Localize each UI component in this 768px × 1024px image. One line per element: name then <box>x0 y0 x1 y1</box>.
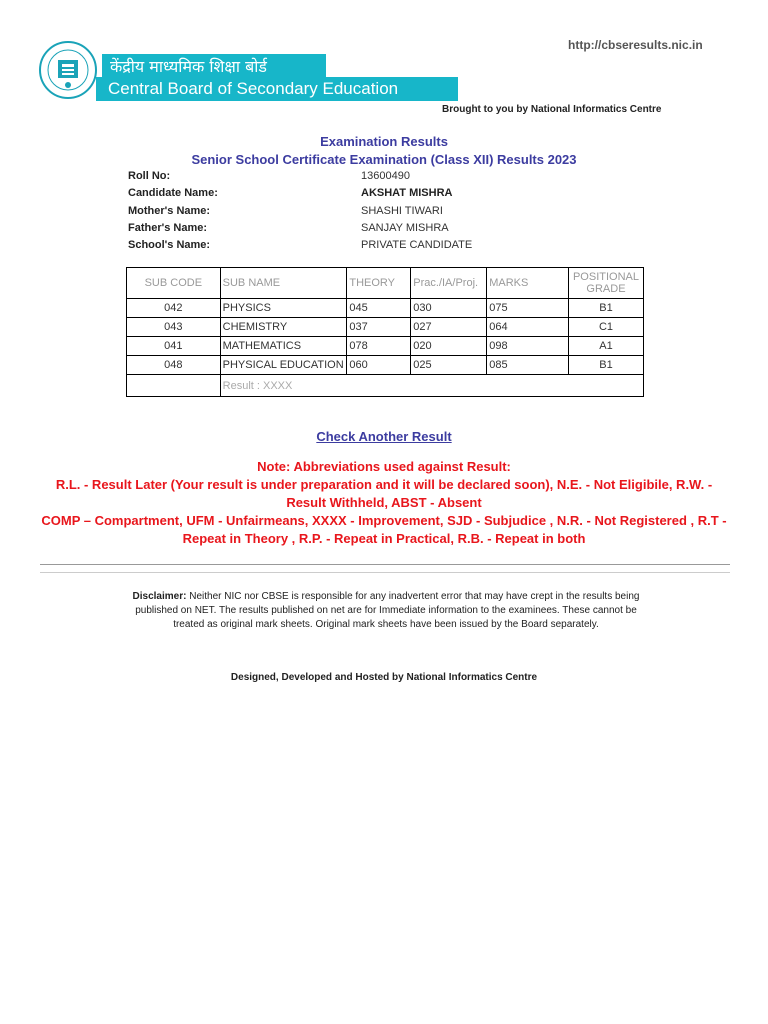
school-name-value: PRIVATE CANDIDATE <box>361 239 473 251</box>
marks-table <box>126 267 644 397</box>
theory-cell: 060 <box>347 356 411 375</box>
header-marks: MARKS <box>487 268 569 299</box>
sub-name-cell: MATHEMATICS <box>220 337 347 356</box>
sub-name-cell: PHYSICAL EDUCATION <box>220 356 347 375</box>
sub-name-cell: PHYSICS <box>220 299 347 318</box>
header-positional-grade: POSITIONAL GRADE <box>568 268 643 299</box>
result-status: Result : XXXX <box>220 375 643 397</box>
school-name-label: School's Name: <box>128 239 211 251</box>
disclaimer <box>128 590 644 632</box>
abbreviation-note <box>40 458 728 548</box>
candidate-name-value: AKSHAT MISHRA <box>361 187 453 199</box>
father-name-value: SANJAY MISHRA <box>361 222 449 234</box>
theory-cell: 045 <box>347 299 411 318</box>
note-line-1: R.L. - Result Later (Your result is under preparation and it will be declared soon), N.E. - Not Eligibile, R.W. - Result Withheld, ABST - Absent <box>55 477 713 510</box>
marks-cell: 075 <box>487 299 569 318</box>
header-theory: THEORY <box>347 268 411 299</box>
table-row <box>127 337 644 356</box>
roll-value: 13600490 <box>361 170 410 182</box>
grade-cell: C1 <box>568 318 643 337</box>
practical-cell: 030 <box>411 299 487 318</box>
sub-code-cell: 042 <box>127 299 221 318</box>
father-name-label: Father's Name: <box>128 222 208 234</box>
candidate-name-label: Candidate Name: <box>128 187 218 199</box>
site-url: http://cbseresults.nic.in <box>568 38 703 52</box>
roll-label: Roll No: <box>128 170 171 182</box>
hindi-board-name: केंद्रीय माध्यमिक शिक्षा बोर्ड <box>110 57 267 76</box>
divider <box>40 564 730 565</box>
marks-cell: 085 <box>487 356 569 375</box>
grade-cell: A1 <box>568 337 643 356</box>
disclaimer-text: Neither NIC nor CBSE is responsible for any inadvertent error that may have crept in the results being published on NET. The results published on net are for Immediate information to the examinees. These cannot be treated as original mark sheets. Original mark sheets have been issued by the Board separately. <box>135 591 640 630</box>
divider <box>40 572 730 573</box>
table-row <box>127 318 644 337</box>
exam-title: Senior School Certificate Examination (Class XII) Results 2023 <box>191 152 577 167</box>
check-another-result-link[interactable]: Check Another Result <box>316 429 452 444</box>
sub-code-cell: 041 <box>127 337 221 356</box>
note-heading: Note: Abbreviations used against Result: <box>257 459 511 474</box>
header-sub-code: SUB CODE <box>127 268 221 299</box>
brought-by-text: Brought to you by National Informatics Centre <box>442 104 662 115</box>
sub-code-cell: 048 <box>127 356 221 375</box>
table-row <box>127 356 644 375</box>
table-header-row <box>127 268 644 299</box>
cbse-emblem-logo <box>38 40 98 100</box>
marks-cell: 064 <box>487 318 569 337</box>
result-empty-cell <box>127 375 221 397</box>
table-row <box>127 299 644 318</box>
header-sub-name: SUB NAME <box>220 268 347 299</box>
page-title: Examination Results <box>320 134 448 149</box>
mother-name-label: Mother's Name: <box>128 205 211 217</box>
note-line-2: COMP – Compartment, UFM - Unfairmeans, XXXX - Improvement, SJD - Subjudice , N.R. - Not Registered , R.T - Repeat in Theory , R.P. - Repeat in Practical, R.B. - Repeat in both <box>41 513 727 546</box>
practical-cell: 027 <box>411 318 487 337</box>
result-row <box>127 375 644 397</box>
practical-cell: 025 <box>411 356 487 375</box>
sub-code-cell: 043 <box>127 318 221 337</box>
marks-cell: 098 <box>487 337 569 356</box>
mother-name-value: SHASHI TIWARI <box>361 205 443 217</box>
theory-cell: 078 <box>347 337 411 356</box>
footer-credit: Designed, Developed and Hosted by National Informatics Centre <box>230 672 538 683</box>
grade-cell: B1 <box>568 356 643 375</box>
practical-cell: 020 <box>411 337 487 356</box>
sub-name-cell: CHEMISTRY <box>220 318 347 337</box>
grade-cell: B1 <box>568 299 643 318</box>
english-board-name: Central Board of Secondary Education <box>108 79 399 98</box>
theory-cell: 037 <box>347 318 411 337</box>
disclaimer-label: Disclaimer: <box>132 591 187 602</box>
header-practical: Prac./IA/Proj. <box>411 268 487 299</box>
